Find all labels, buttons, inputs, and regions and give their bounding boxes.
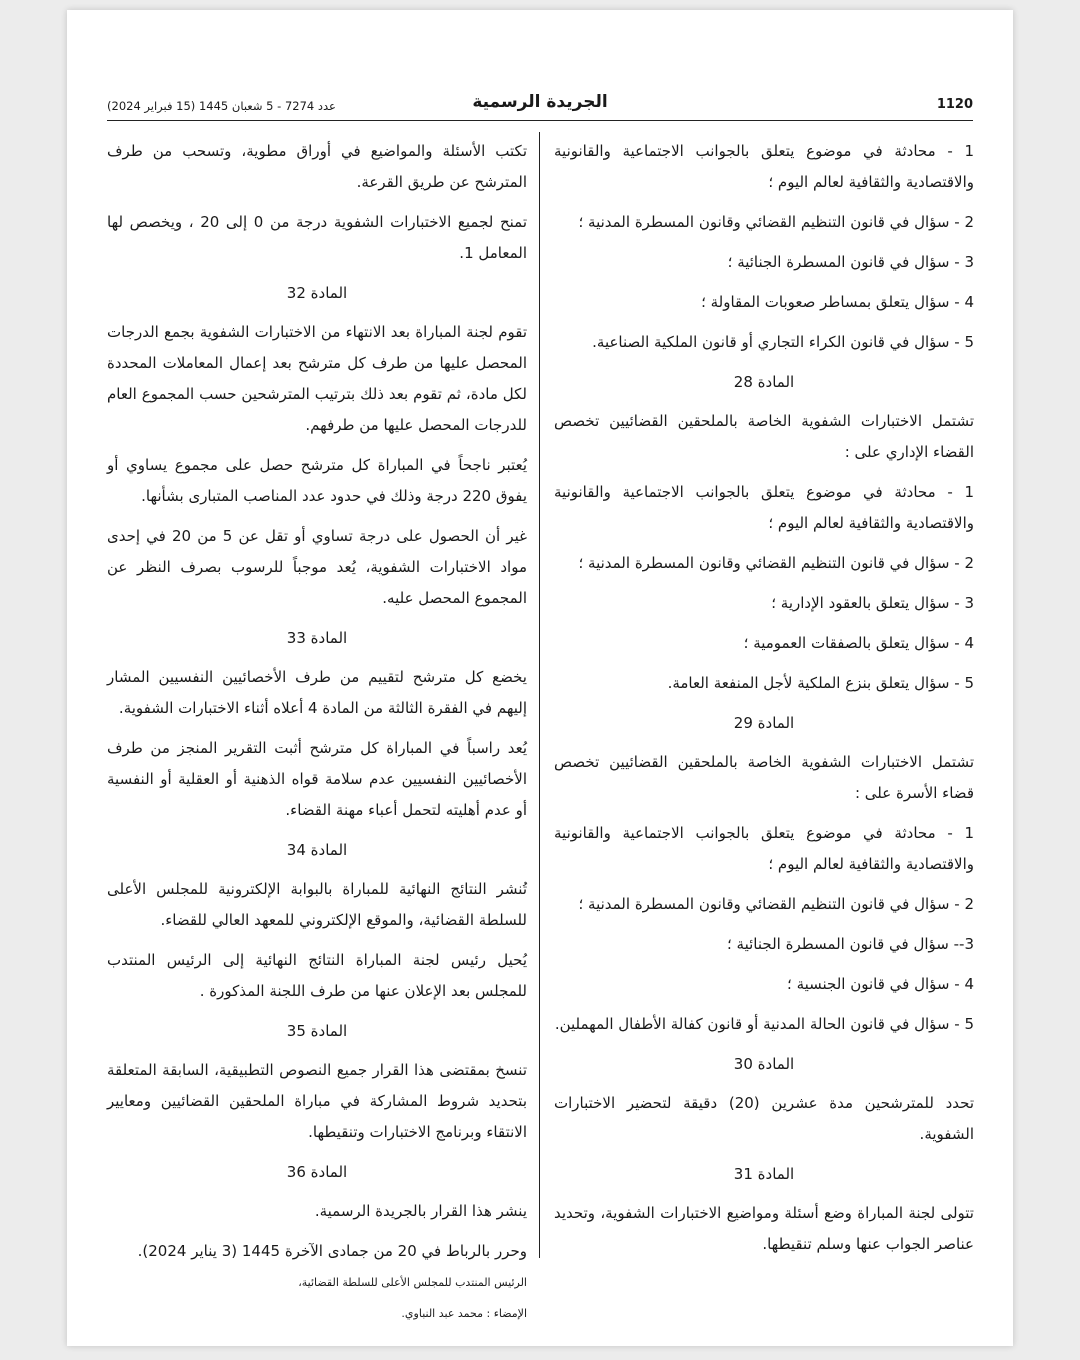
list-item: 4 - سؤال في قانون الجنسية ؛ xyxy=(787,975,974,993)
list-item: 4 - سؤال يتعلق بمساطر صعوبات المقاولة ؛ xyxy=(701,293,974,311)
page-number: 1120 xyxy=(936,97,973,112)
paragraph: تحدد للمترشحين مدة عشرين (20) دقيقة لتحضير الاختبارات الشفوية. xyxy=(554,1094,974,1143)
paragraph: تتولى لجنة المباراة وضع أسئلة ومواضيع الاختبارات الشفوية، وتحديد عناصر الجواب عنها وسلم تنقيطها. xyxy=(554,1204,974,1253)
list-item: 5 - سؤال يتعلق بنزع الملكية لأجل المنفعة العامة. xyxy=(667,674,974,692)
article-heading: المادة 28 xyxy=(733,373,795,391)
signatory-title: الرئيس المنتدب للمجلس الأعلى للسلطة القضائية، xyxy=(298,1276,527,1289)
left-column xyxy=(107,136,527,1329)
article-heading: المادة 31 xyxy=(733,1165,795,1183)
issue-info: عدد 7274 - 5 شعبان 1445 (15 فبراير 2024) xyxy=(107,99,336,113)
list-item: 3 - سؤال في قانون المسطرة الجنائية ؛ xyxy=(727,253,974,271)
article-heading: المادة 36 xyxy=(286,1163,348,1181)
paragraph: يُحيل رئيس لجنة المباراة النتائج النهائية إلى الرئيس المنتدب للمجلس بعد الإعلان عنها من طرف اللجنة المذكورة . xyxy=(107,951,527,1000)
article-heading: المادة 32 xyxy=(286,284,348,302)
paragraph: تشتمل الاختبارات الشفوية الخاصة بالملحقين القضائيين تخصص القضاء الإداري على : xyxy=(554,412,974,461)
list-item: 3-- سؤال في قانون المسطرة الجنائية ؛ xyxy=(727,935,974,953)
list-item: 2 - سؤال في قانون التنظيم القضائي وقانون المسطرة المدنية ؛ xyxy=(578,554,974,572)
paragraph: تشتمل الاختبارات الشفوية الخاصة بالملحقين القضائيين تخصص قضاء الأسرة على : xyxy=(554,753,974,802)
paragraph: تمنح لجميع الاختبارات الشفوية درجة من 0 إلى 20 ، ويخصص لها المعامل 1. xyxy=(107,213,527,262)
article-heading: المادة 30 xyxy=(733,1055,795,1073)
page-header xyxy=(107,94,973,121)
article-heading: المادة 35 xyxy=(286,1022,348,1040)
list-item: 4 - سؤال يتعلق بالصفقات العمومية ؛ xyxy=(743,634,974,652)
list-item: 1 - محادثة في موضوع يتعلق بالجوانب الاجتماعية والقانونية والاقتصادية والثقافية لعالم اليوم ؛ xyxy=(554,483,974,532)
journal-title: الجريدة الرسمية xyxy=(472,92,608,112)
document-page xyxy=(67,10,1013,1346)
paragraph: تقوم لجنة المباراة بعد الانتهاء من الاختبارات الشفوية بجمع الدرجات المحصل عليها من طرف كل مترشح بعد إعمال المعاملات المحددة لكل مادة، ثم تقوم بعد ذلك بترتيب المترشحين حسب المجموع العام للدرجات المحصل عليها من طرفهم. xyxy=(107,323,527,434)
list-item: 5 - سؤال في قانون الحالة المدنية أو قانون كفالة الأطفال المهملين. xyxy=(554,1015,974,1033)
column-divider xyxy=(539,132,540,1258)
paragraph: تنسخ بمقتضى هذا القرار جميع النصوص التطبيقية، السابقة المتعلقة بتحديد شروط المشاركة في مباراة الملحقين القضائيين ومعايير الانتقاء وبرنامج الاختبارات وتنقيطها. xyxy=(107,1061,527,1141)
article-heading: المادة 33 xyxy=(286,629,348,647)
paragraph: ينشر هذا القرار بالجريدة الرسمية. xyxy=(314,1202,527,1220)
paragraph: يخضع كل مترشح لتقييم من طرف الأخصائيين النفسيين المشار إليهم في الفقرة الثالثة من المادة 4 أعلاه أثناء الاختبارات الشفوية. xyxy=(107,668,527,717)
list-item: 1 - محادثة في موضوع يتعلق بالجوانب الاجتماعية والقانونية والاقتصادية والثقافية لعالم اليوم ؛ xyxy=(554,142,974,191)
list-item: 3 - سؤال يتعلق بالعقود الإدارية ؛ xyxy=(771,594,974,612)
paragraph: يُعتبر ناجحاً في المباراة كل مترشح حصل على مجموع يساوي أو يفوق 220 درجة وذلك في حدود عدد المناصب المتبارى بشأنها. xyxy=(107,456,527,505)
list-item: 5 - سؤال في قانون الكراء التجاري أو قانون الملكية الصناعية. xyxy=(592,333,974,351)
paragraph: تكتب الأسئلة والمواضيع في أوراق مطوية، وتسحب من طرف المترشح عن طريق القرعة. xyxy=(107,142,527,191)
article-heading: المادة 29 xyxy=(733,714,795,732)
paragraph: غير أن الحصول على درجة تساوي أو تقل عن 5 من 20 في إحدى مواد الاختبارات الشفوية، يُعد موجباً للرسوب بصرف النظر عن المجموع المحصل عليه. xyxy=(107,527,527,607)
right-column xyxy=(554,136,974,1269)
signature-line: الإمضاء : محمد عبد النباوي. xyxy=(401,1307,527,1320)
date-line: وحرر بالرباط في 20 من جمادى الآخرة 1445 (3 يناير 2024). xyxy=(137,1242,527,1260)
paragraph: تُنشر النتائج النهائية للمباراة بالبوابة الإلكترونية للمجلس الأعلى للسلطة القضائية، والموقع الإلكتروني للمعهد العالي للقضاء. xyxy=(107,880,527,929)
list-item: 2 - سؤال في قانون التنظيم القضائي وقانون المسطرة المدنية ؛ xyxy=(578,213,974,231)
list-item: 2 - سؤال في قانون التنظيم القضائي وقانون المسطرة المدنية ؛ xyxy=(578,895,974,913)
article-heading: المادة 34 xyxy=(286,841,348,859)
paragraph: يُعد راسباً في المباراة كل مترشح أثبت التقرير المنجز من طرف الأخصائيين النفسيين عدم سلامة قواه الذهنية أو العقلية أو النفسية أو عدم أهليته لتحمل أعباء مهنة القضاء. xyxy=(107,739,527,819)
list-item: 1 - محادثة في موضوع يتعلق بالجوانب الاجتماعية والقانونية والاقتصادية والثقافية لعالم اليوم ؛ xyxy=(554,824,974,873)
